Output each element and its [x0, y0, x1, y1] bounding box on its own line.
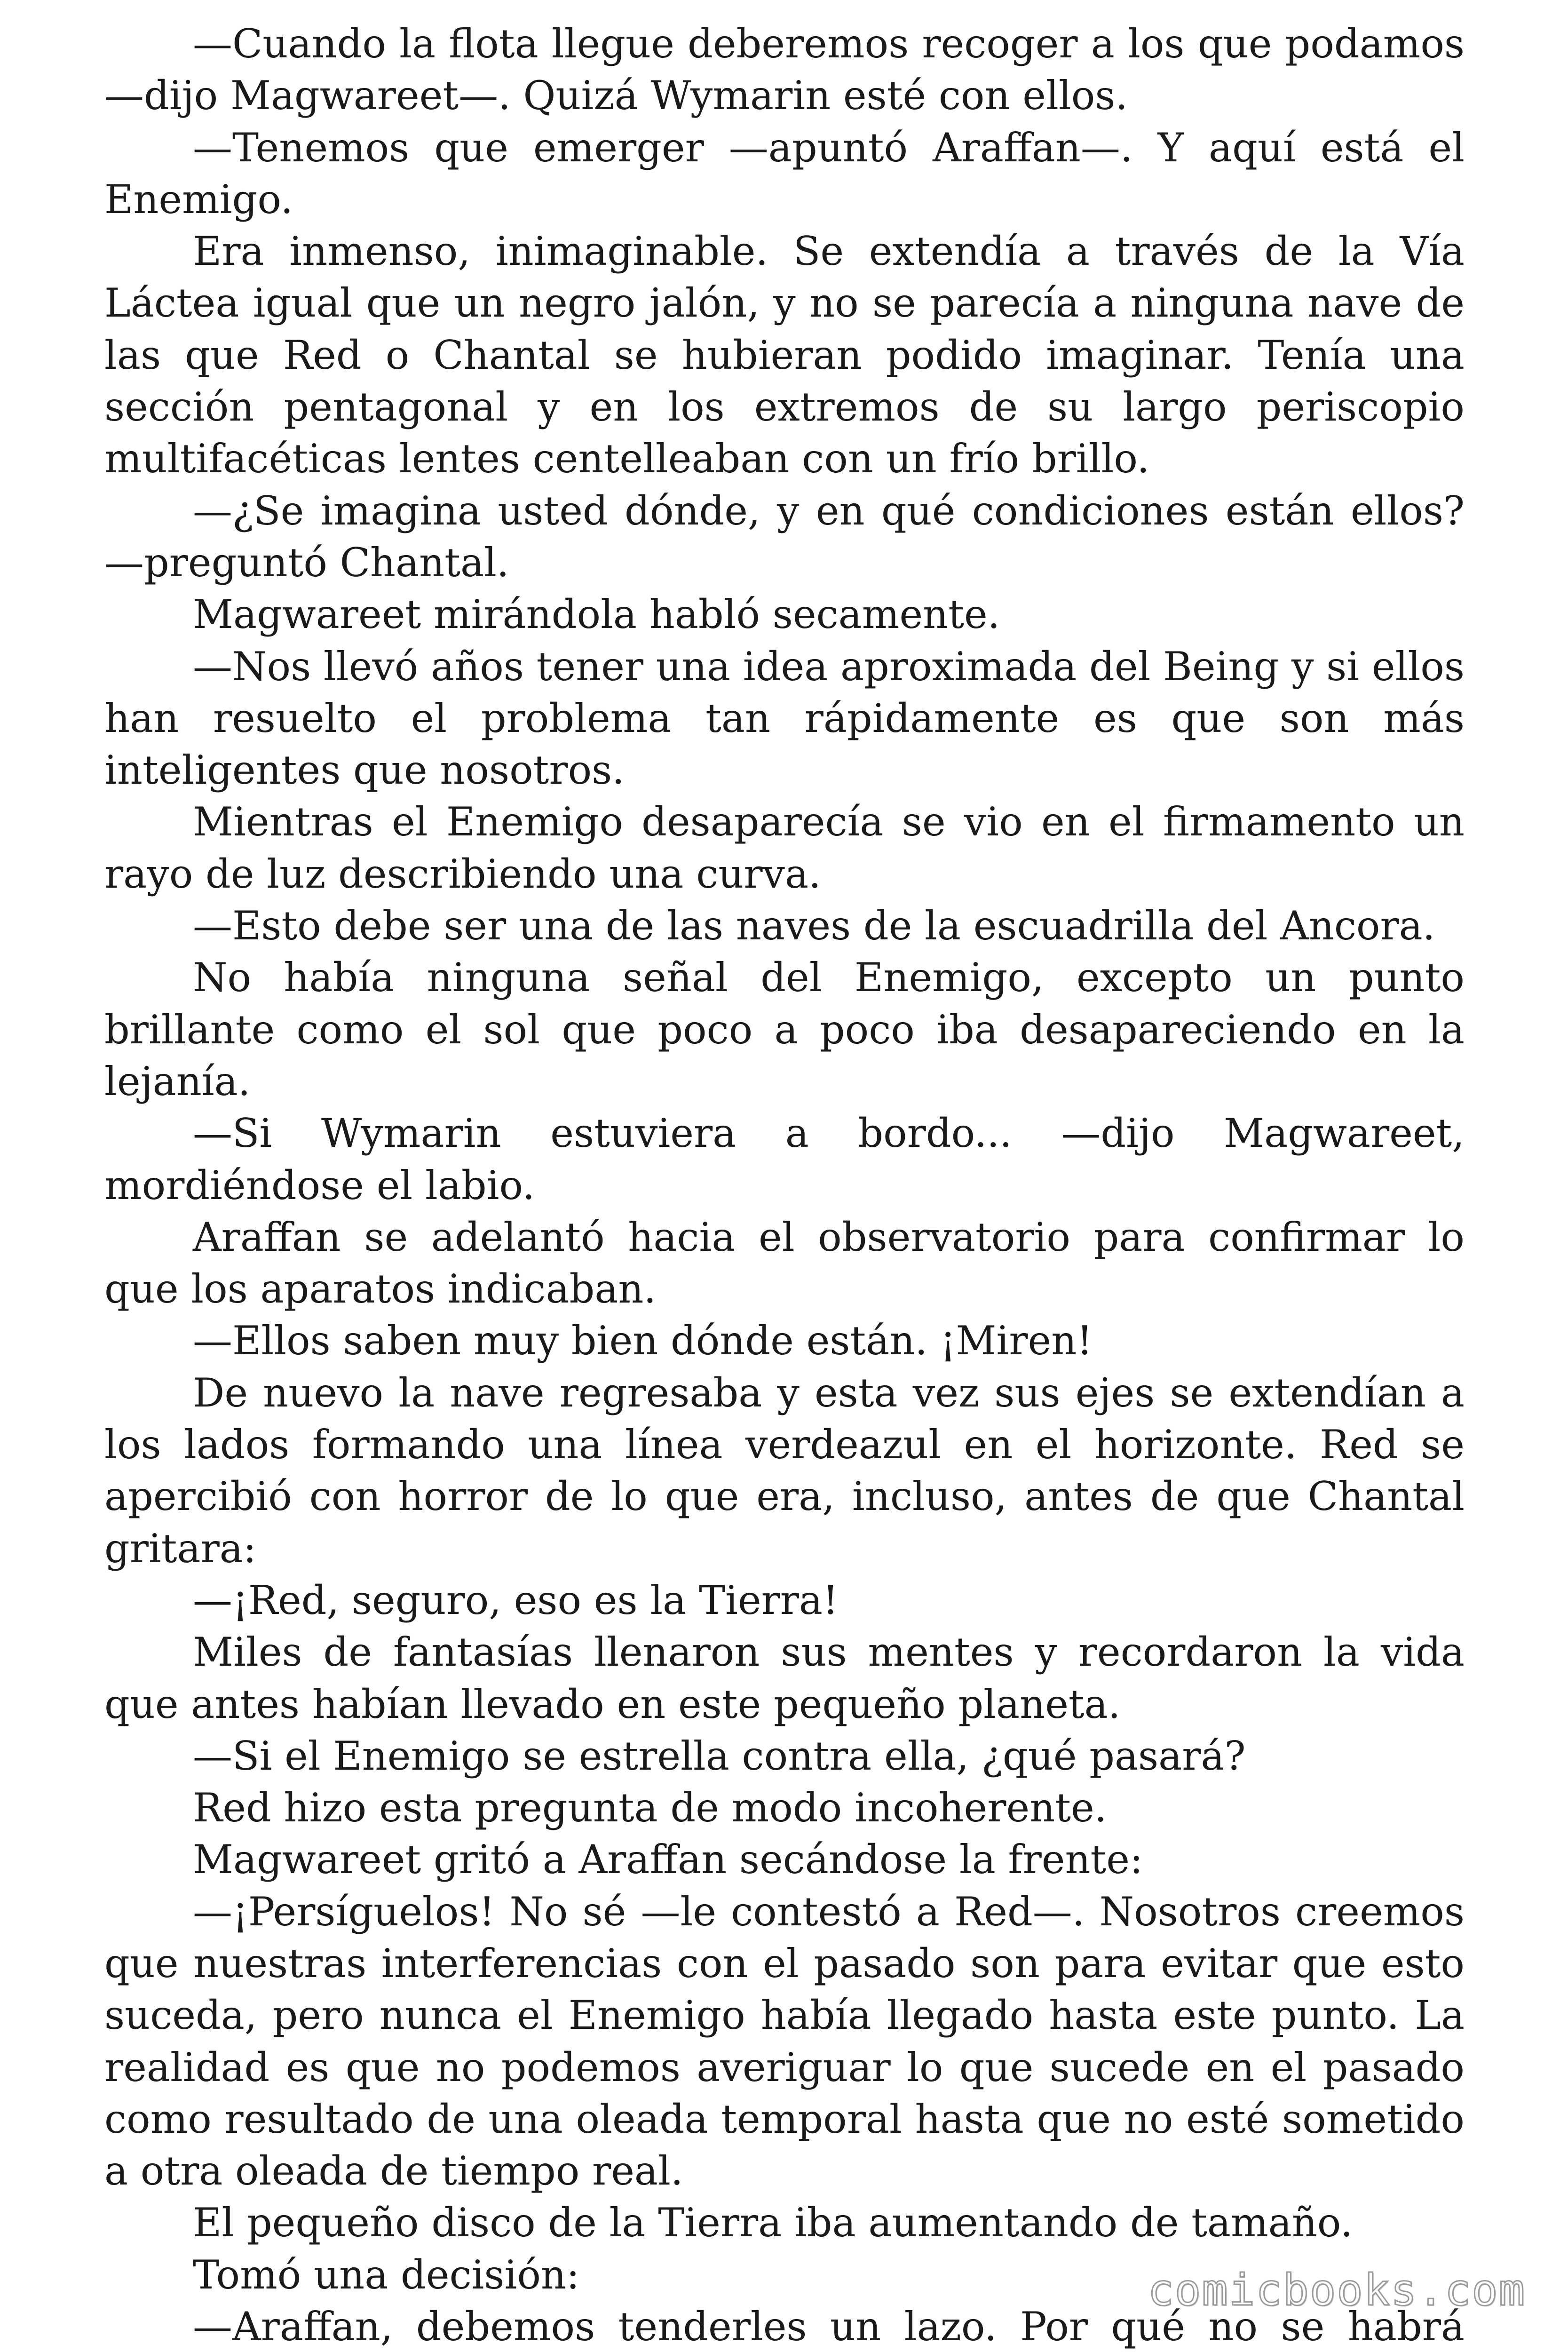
- body-text: [104, 18, 1465, 2352]
- paragraph-6: —Nos llevó años tener una idea aproximada del Being y si ellos han resuelto el problema tan rápidamente es que son más inteligentes que nosotros.: [104, 643, 1465, 794]
- paragraph-13: De nuevo la nave regresaba y esta vez sus ejes se extendían a los lados formando una línea verdeazul en el horizonte. Red se apercibió con horror de lo que era, incluso, antes de que Chantal gritara:: [104, 1369, 1465, 1572]
- paragraph-10: —Si Wymarin estuviera a bordo... —dijo Magwareet, mordiéndose el labio.: [104, 1110, 1465, 1208]
- paragraph-2: —Tenemos que emerger —apuntó Araffan—. Y aquí está el Enemigo.: [104, 124, 1465, 222]
- paragraph-21: Tomó una decisión:: [193, 2251, 580, 2298]
- paragraph-14: —¡Red, seguro, eso es la Tierra!: [193, 1577, 839, 1623]
- paragraph-11: Araffan se adelantó hacia el observatorio para confirmar lo que los aparatos indicaban.: [104, 1214, 1465, 1312]
- paragraph-16: —Si el Enemigo se estrella contra ella, ¿qué pasará?: [193, 1732, 1246, 1779]
- paragraph-22: —Araffan, debemos tenderles un lazo. Por qué no se habrá: [193, 2304, 1465, 2350]
- paragraph-15: Miles de fantasías llenaron sus mentes y recordaron la vida que antes habían llevado en este pequeño planeta.: [104, 1629, 1465, 1727]
- paragraph-20: El pequeño disco de la Tierra iba aumentando de tamaño.: [193, 2200, 1353, 2246]
- watermark-text: comicbooks.com: [1148, 2265, 1526, 2315]
- paragraph-8: —Esto debe ser una de las naves de la escuadrilla del Ancora.: [193, 903, 1435, 949]
- paragraph-7: Mientras el Enemigo desaparecía se vio en el firmamento un rayo de luz describiendo una curva.: [104, 799, 1465, 897]
- paragraph-17: Red hizo esta pregunta de modo incoherente.: [193, 1785, 1107, 1831]
- paragraph-12: —Ellos saben muy bien dónde están. ¡Miren!: [193, 1318, 1093, 1364]
- paragraph-19: —¡Persíguelos! No sé —le contestó a Red—. Nosotros creemos que nuestras interferencias con el pasado son para evitar que esto suceda, pero nunca el Enemigo había llegado hasta este punto. La realidad es que no podemos averiguar lo que sucede en el pasado como resultado de una oleada temporal hasta que no esté sometido a otra oleada de tiempo real.: [104, 1888, 1465, 2194]
- paragraph-1: —Cuando la flota llegue deberemos recoger a los que podamos —dijo Magwareet—. Quizá Wymarin esté con ellos.: [104, 21, 1465, 119]
- paragraph-9: No había ninguna señal del Enemigo, excepto un punto brillante como el sol que poco a poco iba desapareciendo en la lejanía.: [104, 954, 1465, 1104]
- paragraph-5: Magwareet mirándola habló secamente.: [193, 591, 1000, 638]
- paragraph-3: Era inmenso, inimaginable. Se extendía a través de la Vía Láctea igual que un negro jalón, y no se parecía a ninguna nave de las que Red o Chantal se hubieran podido imaginar. Tenía una sección pentagonal y en los extremos de su largo periscopio multifacéticas lentes centelleaban con un frío brillo.: [104, 228, 1465, 482]
- paragraph-18: Magwareet gritó a Araffan secándose la frente:: [193, 1836, 1143, 1883]
- paragraph-4: —¿Se imagina usted dónde, y en qué condiciones están ellos? —preguntó Chantal.: [104, 487, 1465, 586]
